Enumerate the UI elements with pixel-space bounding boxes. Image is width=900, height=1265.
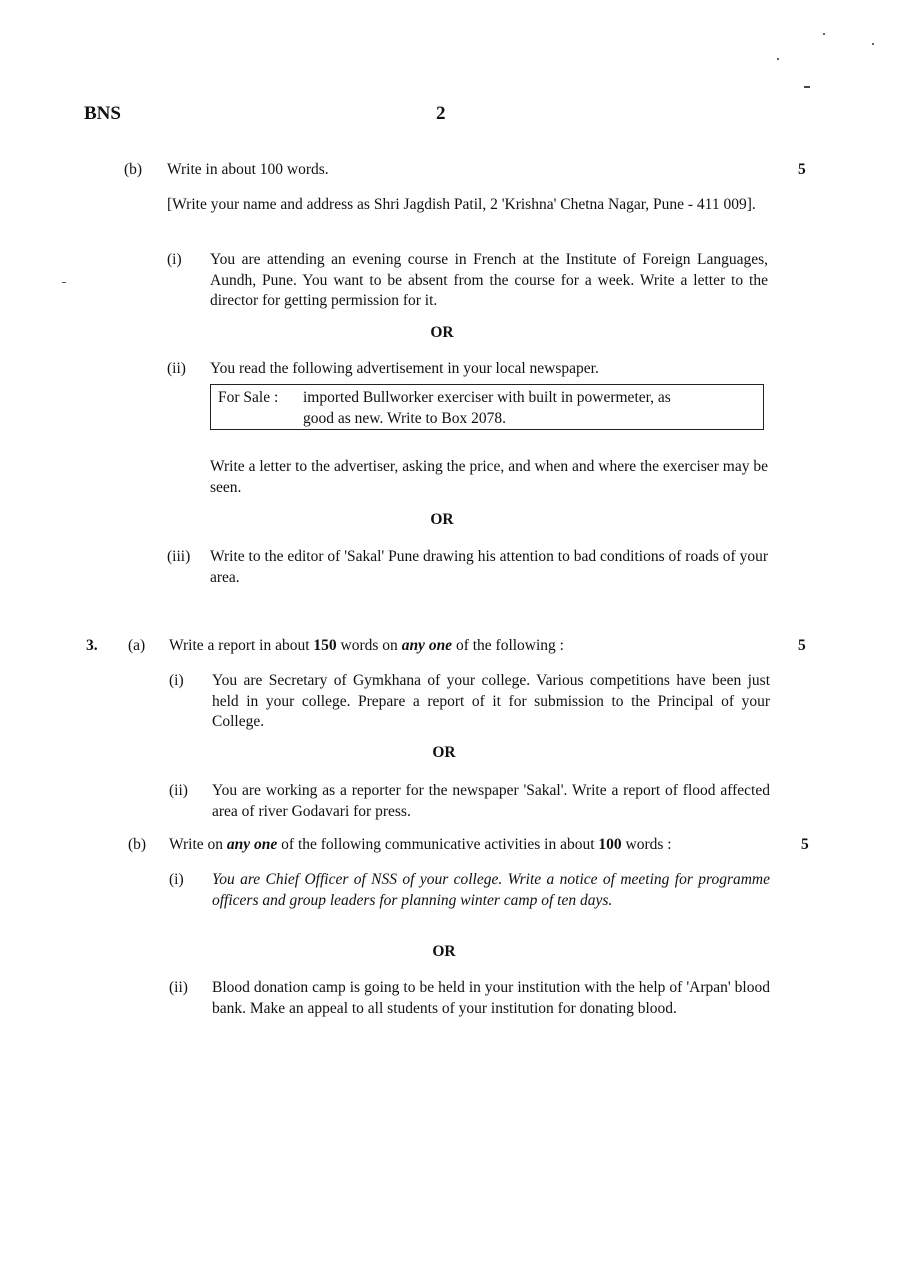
scan-mark: [804, 86, 810, 88]
q2b-option-text: Write to the editor of 'Sakal' Pune drawing his attention to bad conditions of roads of your area.: [210, 548, 768, 586]
q3a-option-text: You are Secretary of Gymkhana of your college. Various competitions have been just held in your college. Prepare a report of it for submission to the Principal of your College.: [212, 672, 770, 730]
q2b-option-num: (i): [167, 251, 182, 268]
q3a-instruction: Write a report in about 150 words on any one of the following :: [169, 637, 564, 654]
q3b-instruction: Write on any one of the following communicative activities in about 100 words :: [169, 836, 672, 853]
q2b-option-text: You are attending an evening course in French at the Institute of Foreign Languages, Aundh, Pune. You want to be absent from the course for a week. Write a letter to the director for getting permission for it.: [210, 251, 768, 309]
scan-mark: [62, 282, 66, 283]
q2b-label: (b): [124, 161, 143, 178]
q3a-option-num: (ii): [169, 782, 188, 799]
or-separator: OR: [430, 324, 454, 341]
q2b-option-num: (iii): [167, 548, 191, 565]
q3b-option-text: You are Chief Officer of NSS of your college. Write a notice of meeting for programme officers and group leaders for planning winter camp of ten days.: [212, 871, 770, 909]
scan-speck: [777, 58, 779, 60]
q3b-option-num: (i): [169, 871, 184, 888]
scan-speck: [823, 33, 825, 35]
scan-speck: [872, 43, 874, 45]
ad-followup: Write a letter to the advertiser, asking the price, and when and where the exerciser may be seen.: [210, 458, 768, 496]
advertisement-box: [210, 384, 764, 430]
q3b-marks: 5: [801, 836, 809, 853]
q2b-marks: 5: [798, 161, 806, 178]
q3a-option-num: (i): [169, 672, 184, 689]
ad-text-line1: imported Bullworker exerciser with built in powermeter, as: [303, 389, 671, 406]
q3b-option-text: Blood donation camp is going to be held in your institution with the help of 'Arpan' blood bank. Make an appeal to all students of your institution for donating blood.: [212, 979, 770, 1017]
q2b-option-num: (ii): [167, 360, 186, 377]
page-number: 2: [436, 103, 446, 124]
q3b-label: (b): [128, 836, 147, 853]
q3b-option-num: (ii): [169, 979, 188, 996]
ad-text-line2: good as new. Write to Box 2078.: [303, 410, 507, 427]
q2b-option-text: You read the following advertisement in your local newspaper.: [210, 360, 599, 377]
q3a-option-text: You are working as a reporter for the newspaper 'Sakal'. Write a report of flood affected area of river Godavari for press.: [212, 782, 770, 820]
q3a-label: (a): [128, 637, 146, 654]
paper-code: BNS: [84, 103, 121, 124]
q2b-instruction: Write in about 100 words.: [167, 161, 329, 178]
or-separator: OR: [430, 511, 454, 528]
or-separator: OR: [432, 744, 456, 761]
q3-number: 3.: [86, 637, 98, 654]
or-separator: OR: [432, 943, 456, 960]
q2b-note: [Write your name and address as Shri Jagdish Patil, 2 'Krishna' Chetna Nagar, Pune - 411 009].: [167, 196, 756, 213]
q3a-marks: 5: [798, 637, 806, 654]
ad-label: For Sale :: [218, 389, 279, 406]
